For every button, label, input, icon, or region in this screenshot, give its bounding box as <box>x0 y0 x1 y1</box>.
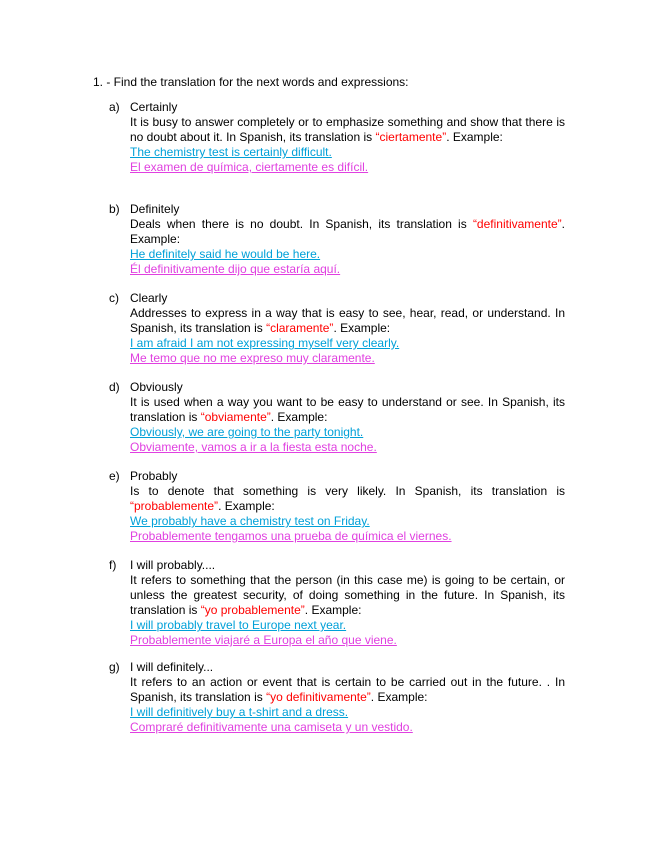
description-text: It refers to an action or event that is certain to be carried out in the future. . In Spanish, its translation is <box>130 675 565 704</box>
item-description <box>130 484 565 514</box>
item-letter: d) <box>109 380 120 394</box>
item-description <box>130 573 565 618</box>
list-item-i-will-definitely <box>109 660 565 735</box>
description-text: Deals when there is no doubt. In Spanish, its translation is <box>130 217 467 231</box>
item-term: Probably <box>130 469 178 483</box>
example-label: . Example: <box>304 603 362 617</box>
item-term: Definitely <box>130 202 180 216</box>
spanish-example: Compraré definitivamente una camiseta y un vestido. <box>130 720 413 734</box>
english-example: I will probably travel to Europe next year. <box>130 618 347 632</box>
example-label: . Example: <box>370 690 428 704</box>
spanish-example: Me temo que no me expreso muy claramente. <box>130 351 375 365</box>
item-letter: e) <box>109 469 120 483</box>
item-letter: b) <box>109 202 120 216</box>
item-term: I will definitely... <box>130 660 214 674</box>
item-letter: a) <box>109 100 120 114</box>
item-term: Clearly <box>130 291 168 305</box>
item-description <box>130 395 565 425</box>
description-text: It refers to something that the person (in this case me) is going to be certain, or unless the greatest security, of doing something in the future. In Spanish, its translation is <box>130 573 565 617</box>
spanish-translation: “claramente” <box>266 321 334 335</box>
english-example: Obviously, we are going to the party tonight. <box>130 425 364 439</box>
spanish-translation: “definitivamente” <box>472 217 562 231</box>
spanish-example: El examen de química, ciertamente es difícil. <box>130 160 369 174</box>
list-item-probably <box>109 469 565 544</box>
description-text: Addresses to express in a way that is easy to see, hear, read, or understand. In Spanish, its translation is <box>130 306 565 335</box>
item-description <box>130 217 565 247</box>
example-label: . Example: <box>130 217 565 246</box>
example-label: . Example: <box>333 321 391 335</box>
spanish-translation: “probablemente” <box>130 499 219 513</box>
item-term: I will probably.... <box>130 558 216 572</box>
list-item-clearly <box>109 291 565 366</box>
example-label: . Example: <box>218 499 275 513</box>
spanish-example: Probablemente tengamos una prueba de química el viernes. <box>130 529 452 543</box>
spanish-translation: “yo probablemente” <box>200 603 305 617</box>
item-letter: g) <box>109 660 120 674</box>
spanish-example: Probablemente viajaré a Europa el año que viene. <box>130 633 397 647</box>
example-label: . Example: <box>270 410 328 424</box>
item-term: Certainly <box>130 100 178 114</box>
item-letter: f) <box>109 558 117 572</box>
list-item-i-will-probably <box>109 558 565 648</box>
description-text: It is used when a way you want to be easy to understand or see. In Spanish, its translation is <box>130 395 565 424</box>
item-letter: c) <box>109 291 119 305</box>
english-example: We probably have a chemistry test on Friday. <box>130 514 370 528</box>
spanish-translation: “obviamente” <box>200 410 271 424</box>
spanish-translation: “ciertamente” <box>375 130 447 144</box>
english-example: The chemistry test is certainly difficult. <box>130 145 332 159</box>
spanish-example: Él definitivamente dijo que estaría aquí. <box>130 262 341 276</box>
description-text: It is busy to answer completely or to emphasize something and show that there is no doubt about it. In Spanish, its translation is <box>130 115 565 144</box>
spanish-translation: “yo definitivamente” <box>266 690 371 704</box>
item-description <box>130 306 565 336</box>
english-example: I am afraid I am not expressing myself very clearly. <box>130 336 400 350</box>
item-description <box>130 675 565 705</box>
english-example: He definitely said he would be here. <box>130 247 321 261</box>
list-item-certainly <box>109 100 565 175</box>
list-item-definitely <box>109 202 565 277</box>
item-description <box>130 115 565 145</box>
list-item-obviously <box>109 380 565 455</box>
description-text: Is to denote that something is very likely. In Spanish, its translation is <box>130 484 565 498</box>
english-example: I will definitively buy a t-shirt and a dress. <box>130 705 349 719</box>
example-label: . Example: <box>446 130 503 144</box>
exercise-heading: 1. - Find the translation for the next words and expressions: <box>93 75 409 89</box>
spanish-example: Obviamente, vamos a ir a la fiesta esta noche. <box>130 440 377 454</box>
item-term: Obviously <box>130 380 183 394</box>
